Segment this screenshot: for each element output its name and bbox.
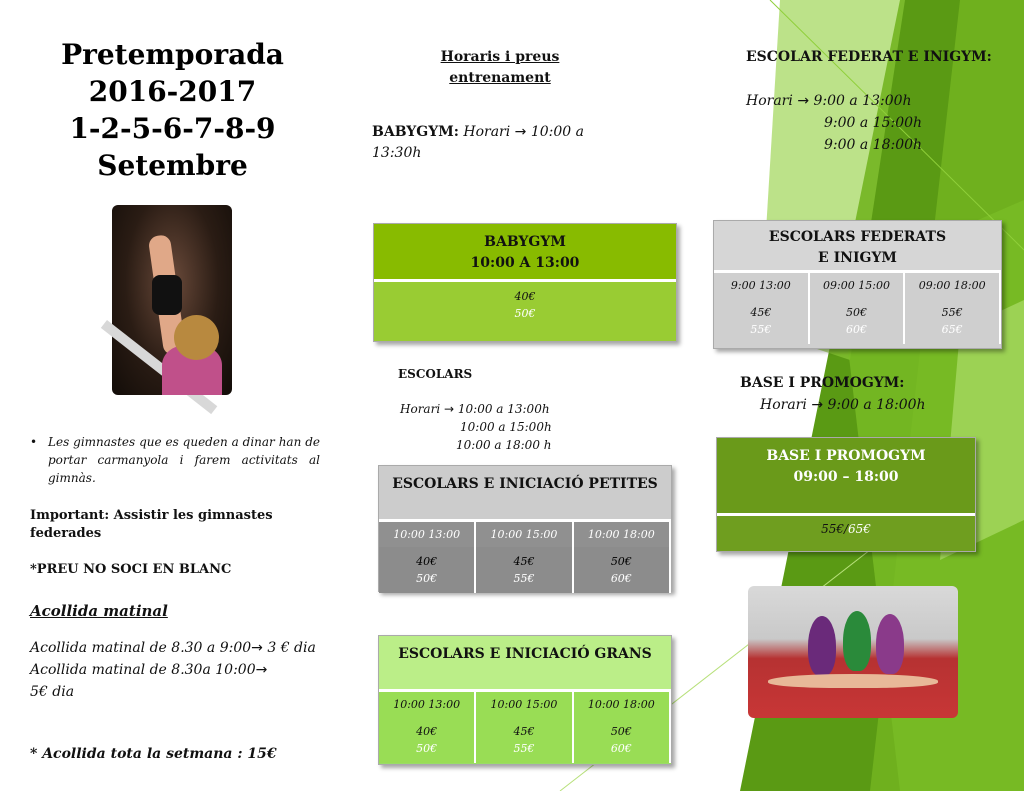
title-line-2: 2016-2017 xyxy=(88,75,257,108)
grans-price-3a: 50€ xyxy=(610,725,632,738)
important-note: Important: Assistir les gimnastes federades xyxy=(30,508,273,541)
babygym-price-nonmember: 50€ xyxy=(514,307,536,320)
escolars-time-3: 10:00 a 18:00 h xyxy=(456,438,552,452)
lunch-note-text: Les gimnastes que es queden a dinar han de portar carmanyola i farem activitats al gimnàs. xyxy=(48,435,320,485)
federats-table-header xyxy=(714,221,1001,273)
base-table-time: 09:00 – 18:00 xyxy=(793,469,899,485)
babygym-price-member: 40€ xyxy=(514,290,536,303)
federats-price-2b: 60€ xyxy=(846,323,867,336)
petites-col-2: 10:00 15:00 xyxy=(476,522,573,547)
babygym-time: 10:00 a 13:30h xyxy=(372,124,584,161)
escolars-time-2: 10:00 a 15:00h xyxy=(460,420,552,434)
base-time: 9:00 a 18:00h xyxy=(823,397,926,413)
federat-horari: Horari xyxy=(746,93,793,109)
federats-price-1a: 45€ xyxy=(750,306,772,319)
federat-time-3: 9:00 a 18:00h xyxy=(824,137,923,153)
babygym-horari: Horari xyxy=(463,124,511,140)
base-price-member: 55€/ xyxy=(821,522,849,536)
acollida-total: * Acollida tota la setmana : 15€ xyxy=(30,746,277,762)
price-note: *PREU NO SOCI EN BLANC xyxy=(30,562,232,577)
arrow-right-icon: → xyxy=(255,662,268,678)
arrow-right-icon: → xyxy=(811,397,824,413)
arrow-right-icon: → xyxy=(443,402,455,416)
babygym-info xyxy=(372,122,632,164)
page-title xyxy=(40,36,305,184)
title-line-4: Setembre xyxy=(97,149,248,182)
federats-col-3: 09:00 18:00 xyxy=(905,273,1001,298)
petites-table-title: ESCOLARS E INICIACIÓ PETITES xyxy=(379,466,671,522)
acollida-line-2-price: 5€ dia xyxy=(30,684,75,700)
grans-col-2: 10:00 15:00 xyxy=(476,692,573,717)
federat-time-1: 9:00 a 13:00h xyxy=(813,93,912,109)
petites-price-2a: 45€ xyxy=(513,555,535,568)
federats-col-2: 09:00 15:00 xyxy=(810,273,906,298)
base-table xyxy=(716,437,976,552)
escolars-label: ESCOLARS xyxy=(398,367,473,381)
base-table-header xyxy=(717,438,975,516)
federat-label: ESCOLAR FEDERAT E INIGYM: xyxy=(746,49,992,65)
petites-col-3: 10:00 18:00 xyxy=(574,522,671,547)
babygym-table-time: 10:00 A 13:00 xyxy=(470,255,580,271)
title-line-1: Pretemporada xyxy=(61,38,284,71)
base-table-title: BASE I PROMOGYM xyxy=(766,448,926,464)
petites-price-3b: 60€ xyxy=(610,572,632,585)
title-line-3: 1-2-5-6-7-8-9 xyxy=(69,112,276,145)
escolars-schedule xyxy=(400,400,552,454)
grans-price-3b: 60€ xyxy=(610,742,632,755)
bullet-icon: • xyxy=(30,435,38,449)
gymnasts-group-photo xyxy=(748,586,958,718)
grans-price-1b: 50€ xyxy=(416,742,438,755)
acollida-line-1: Acollida matinal de 8.30 a 9:00 xyxy=(30,640,252,656)
base-table-price xyxy=(717,516,975,536)
grans-price-2b: 55€ xyxy=(513,742,535,755)
babygym-label: BABYGYM: xyxy=(372,124,459,140)
grans-table-title: ESCOLARS E INICIACIÓ GRANS xyxy=(379,636,671,692)
petites-price-3a: 50€ xyxy=(610,555,632,568)
base-schedule xyxy=(760,397,926,413)
base-label: BASE I PROMOGYM: xyxy=(740,375,905,391)
federats-table xyxy=(713,220,1002,349)
federat-time-2: 9:00 a 15:00h xyxy=(824,115,923,131)
petites-price-2b: 55€ xyxy=(513,572,535,585)
base-horari: Horari xyxy=(760,397,807,413)
federats-col-1: 9:00 13:00 xyxy=(714,273,810,298)
arrow-right-icon: → xyxy=(251,640,263,656)
petites-col-1: 10:00 13:00 xyxy=(379,522,476,547)
babygym-table-title: BABYGYM xyxy=(484,234,566,250)
grans-price-1a: 40€ xyxy=(416,725,438,738)
escolars-horari: Horari xyxy=(400,402,441,416)
arrow-right-icon: → xyxy=(514,124,527,140)
acollida-details xyxy=(30,637,318,703)
petites-price-1a: 40€ xyxy=(416,555,438,568)
federats-table-title-1: ESCOLARS FEDERATS xyxy=(768,229,947,245)
base-price-nonmember: 65€ xyxy=(848,522,871,536)
acollida-line-1-price: 3 € dia xyxy=(262,640,316,656)
federats-price-3b: 65€ xyxy=(941,323,963,336)
arrow-right-icon: → xyxy=(797,93,810,109)
grans-col-3: 10:00 18:00 xyxy=(574,692,671,717)
grans-col-1: 10:00 13:00 xyxy=(379,692,476,717)
petites-table xyxy=(378,465,672,592)
grans-table xyxy=(378,635,672,765)
schedule-heading: Horaris i preus entrenament xyxy=(440,49,560,86)
gymnast-bar-photo xyxy=(112,205,232,395)
federat-schedule xyxy=(746,90,922,156)
acollida-heading: Acollida matinal xyxy=(30,602,168,620)
grans-price-2a: 45€ xyxy=(513,725,535,738)
petites-price-1b: 50€ xyxy=(416,572,438,585)
federats-price-1b: 55€ xyxy=(750,323,772,336)
lunch-note xyxy=(30,433,320,487)
babygym-table xyxy=(373,223,677,342)
babygym-table-header xyxy=(374,224,676,282)
escolars-time-1: 10:00 a 13:00h xyxy=(457,402,550,416)
federats-table-title-2: E INIGYM xyxy=(818,250,897,266)
federats-price-2a: 50€ xyxy=(846,306,867,319)
federats-price-3a: 55€ xyxy=(941,306,963,319)
acollida-line-2: Acollida matinal de 8.30a 10:00 xyxy=(30,662,256,678)
